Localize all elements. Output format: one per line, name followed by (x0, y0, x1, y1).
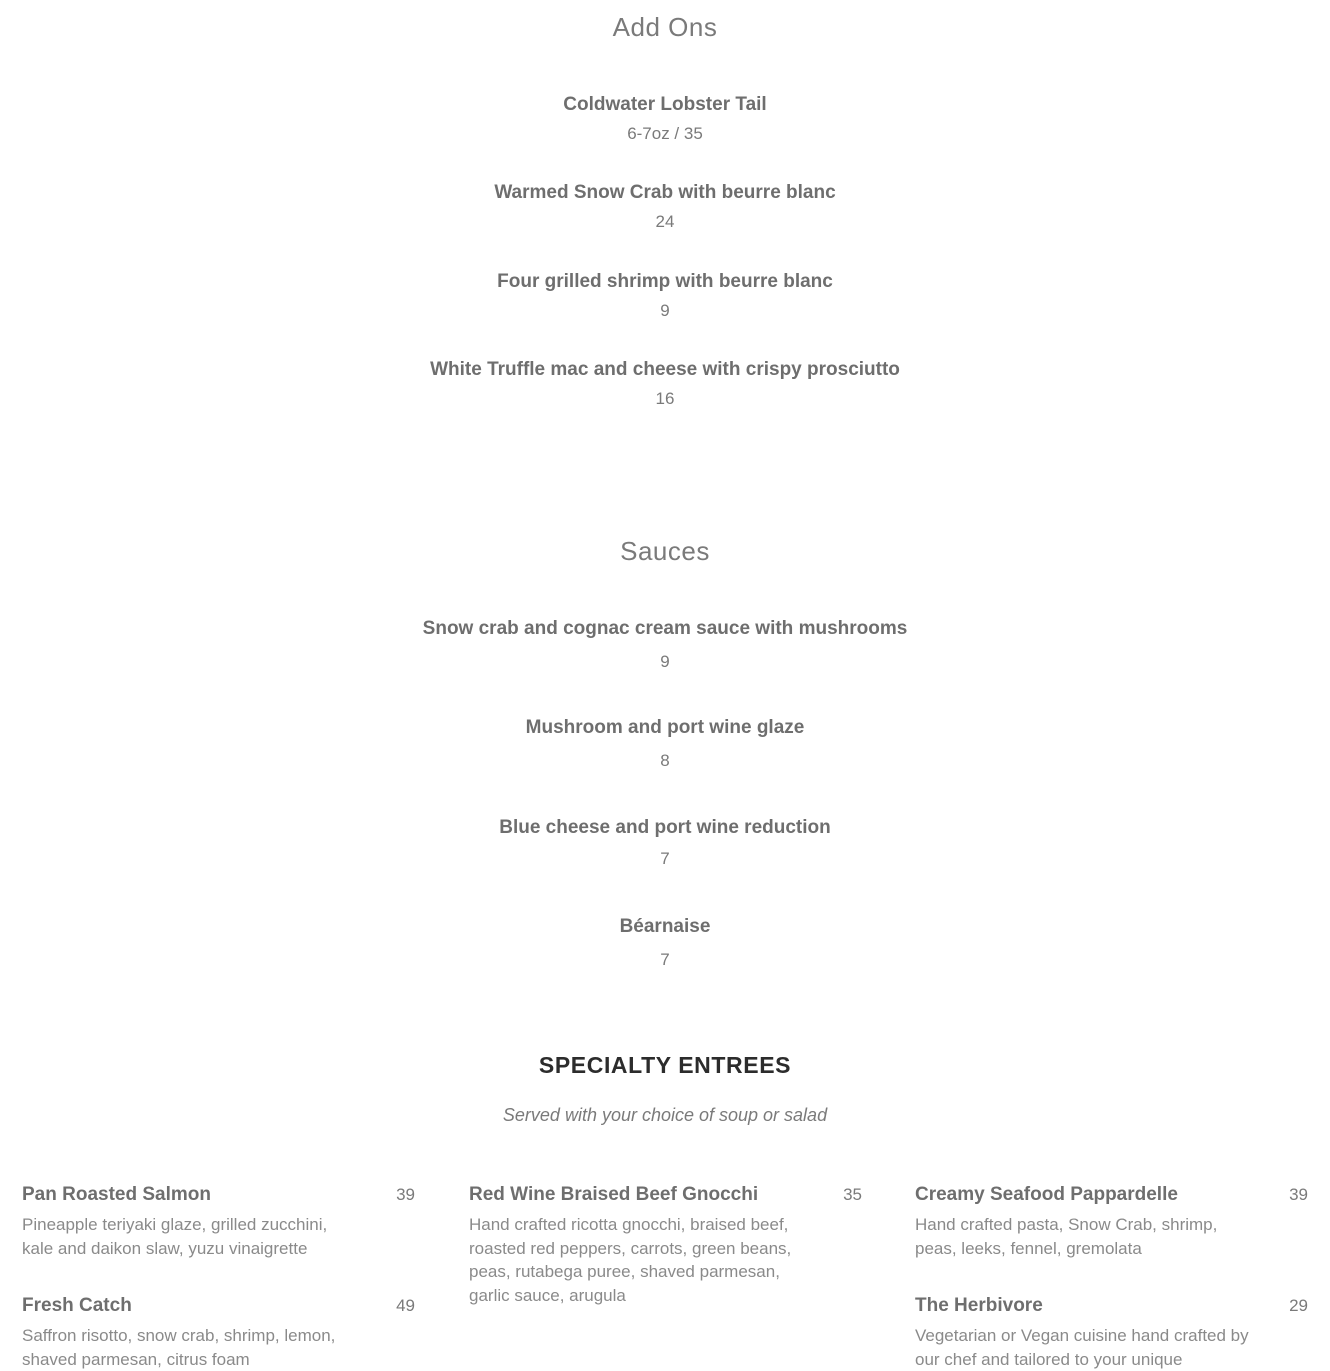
sauces-title: Sauces (620, 536, 710, 566)
entree-name: Creamy Seafood Pappardelle (915, 1184, 1178, 1205)
entree-item (915, 1294, 1308, 1371)
entree-item (22, 1294, 415, 1371)
add-on-price: 9 (660, 301, 670, 320)
sauce-item (0, 915, 1330, 971)
add-on-item (0, 270, 1330, 322)
entree-description: Vegetarian or Vegan cuisine hand crafted by our chef and tailored to your unique (915, 1326, 1249, 1369)
entree-item (22, 1183, 415, 1260)
entree-price: 29 (1289, 1296, 1308, 1315)
add-on-item (0, 358, 1330, 410)
sauce-name: Blue cheese and port wine reduction (499, 817, 831, 838)
entree-price: 39 (396, 1185, 415, 1204)
add-on-price: 24 (655, 212, 675, 231)
add-on-name: Warmed Snow Crab with beurre blanc (494, 182, 836, 203)
entree-description: Pineapple teriyaki glaze, grilled zucchini, kale and daikon slaw, yuzu vinaigrette (22, 1215, 328, 1258)
add-on-name: Four grilled shrimp with beurre blanc (497, 271, 833, 292)
add-ons-title: Add Ons (612, 12, 718, 42)
add-on-name: Coldwater Lobster Tail (563, 94, 767, 115)
add-on-item (0, 93, 1330, 145)
entree-description: Saffron risotto, snow crab, shrimp, lemon, shaved parmesan, citrus foam (22, 1326, 336, 1369)
entree-item (915, 1183, 1308, 1260)
entree-price: 49 (396, 1296, 415, 1315)
add-on-price: 6-7oz / 35 (627, 124, 703, 143)
entree-description: Hand crafted pasta, Snow Crab, shrimp, peas, leeks, fennel, gremolata (915, 1215, 1218, 1258)
entree-item (469, 1183, 862, 1307)
specialty-entrees-heading: SPECIALTY ENTREES (538, 1052, 792, 1078)
sauce-price: 7 (660, 950, 670, 969)
specialty-subtitle: Served with your choice of soup or salad (502, 1105, 828, 1125)
entree-name: Red Wine Braised Beef Gnocchi (469, 1184, 759, 1205)
sauce-item (0, 816, 1330, 870)
entree-description: Hand crafted ricotta gnocchi, braised beef, roasted red peppers, carrots, green beans, peas, rutabega puree, shaved parmesan, garlic sauce, arugula (469, 1215, 792, 1305)
sauce-price: 9 (660, 652, 670, 671)
add-on-price: 16 (655, 389, 675, 408)
entree-name: Pan Roasted Salmon (22, 1184, 211, 1205)
sauce-item (0, 716, 1330, 772)
sauce-item (0, 617, 1330, 673)
sauce-name: Béarnaise (619, 916, 711, 937)
entree-price: 39 (1289, 1185, 1308, 1204)
entree-name: Fresh Catch (22, 1295, 132, 1316)
entree-price: 35 (843, 1185, 862, 1204)
add-on-item (0, 181, 1330, 233)
sauce-price: 8 (660, 751, 670, 770)
sauce-price: 7 (660, 849, 670, 868)
entree-name: The Herbivore (915, 1295, 1043, 1316)
add-on-name: White Truffle mac and cheese with crispy prosciutto (430, 359, 900, 380)
sauce-name: Mushroom and port wine glaze (525, 717, 805, 738)
sauce-name: Snow crab and cognac cream sauce with mushrooms (422, 618, 908, 639)
